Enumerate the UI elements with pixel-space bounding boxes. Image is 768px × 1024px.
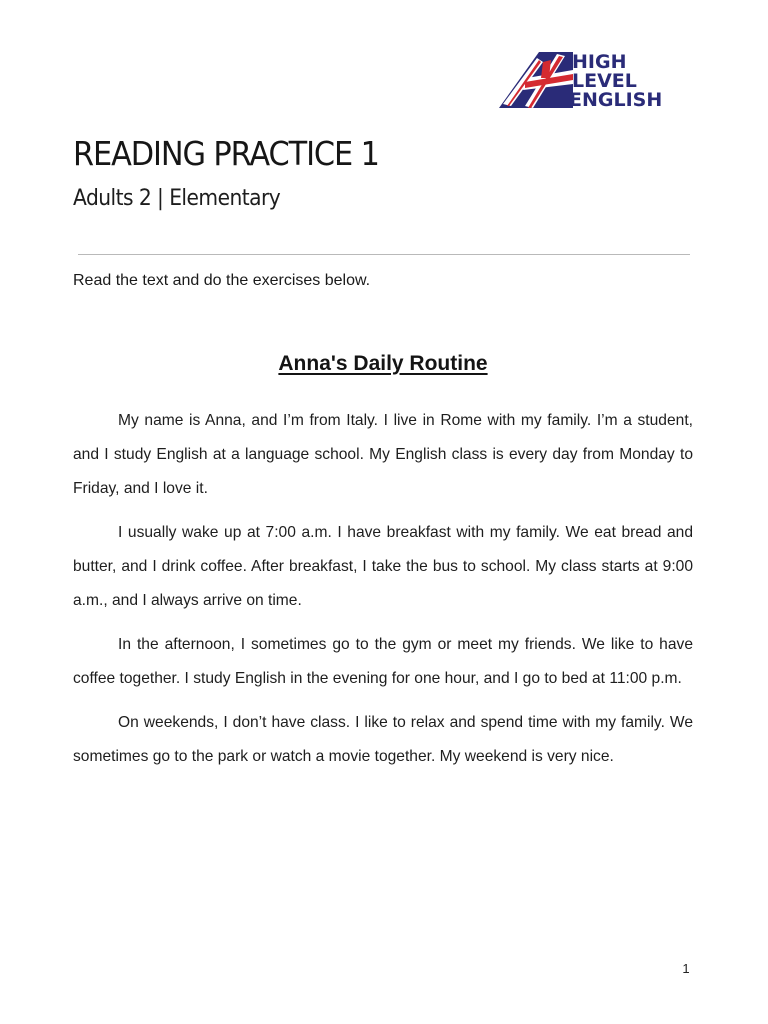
story-paragraph: I usually wake up at 7:00 a.m. I have breakfast with my family. We eat bread and butter, and I drink coffee. After breakfast, I take the bus to school. My class starts at 9:00 a.m., and I always arrive on time. xyxy=(73,524,693,609)
logo-line-high: HIGH xyxy=(572,51,627,73)
high-level-english-logo xyxy=(497,48,692,110)
page-number: 1 xyxy=(682,961,690,976)
logo-line-level: LEVEL xyxy=(572,70,637,92)
page-subtitle: Adults 2 | Elementary xyxy=(73,186,281,211)
header-divider xyxy=(78,254,690,255)
page-title: READING PRACTICE 1 xyxy=(73,134,379,173)
story-paragraph: My name is Anna, and I’m from Italy. I live in Rome with my family. I’m a student, and I study English at a language school. My English class is every day from Monday to Friday, and I love it. xyxy=(73,412,693,497)
story-paragraph: In the afternoon, I sometimes go to the gym or meet my friends. We like to have coffee together. I study English in the evening for one hour, and I go to bed at 11:00 p.m. xyxy=(73,636,693,687)
union-flag-swoosh-icon xyxy=(499,52,573,108)
logo-line-english: ENGLISH xyxy=(569,89,663,110)
story-title: Anna's Daily Routine xyxy=(278,352,488,375)
story-body xyxy=(73,404,693,784)
instruction-text: Read the text and do the exercises below. xyxy=(73,272,371,289)
story-paragraph: On weekends, I don’t have class. I like to relax and spend time with my family. We sometimes go to the park or watch a movie together. My weekend is very nice. xyxy=(73,714,693,765)
